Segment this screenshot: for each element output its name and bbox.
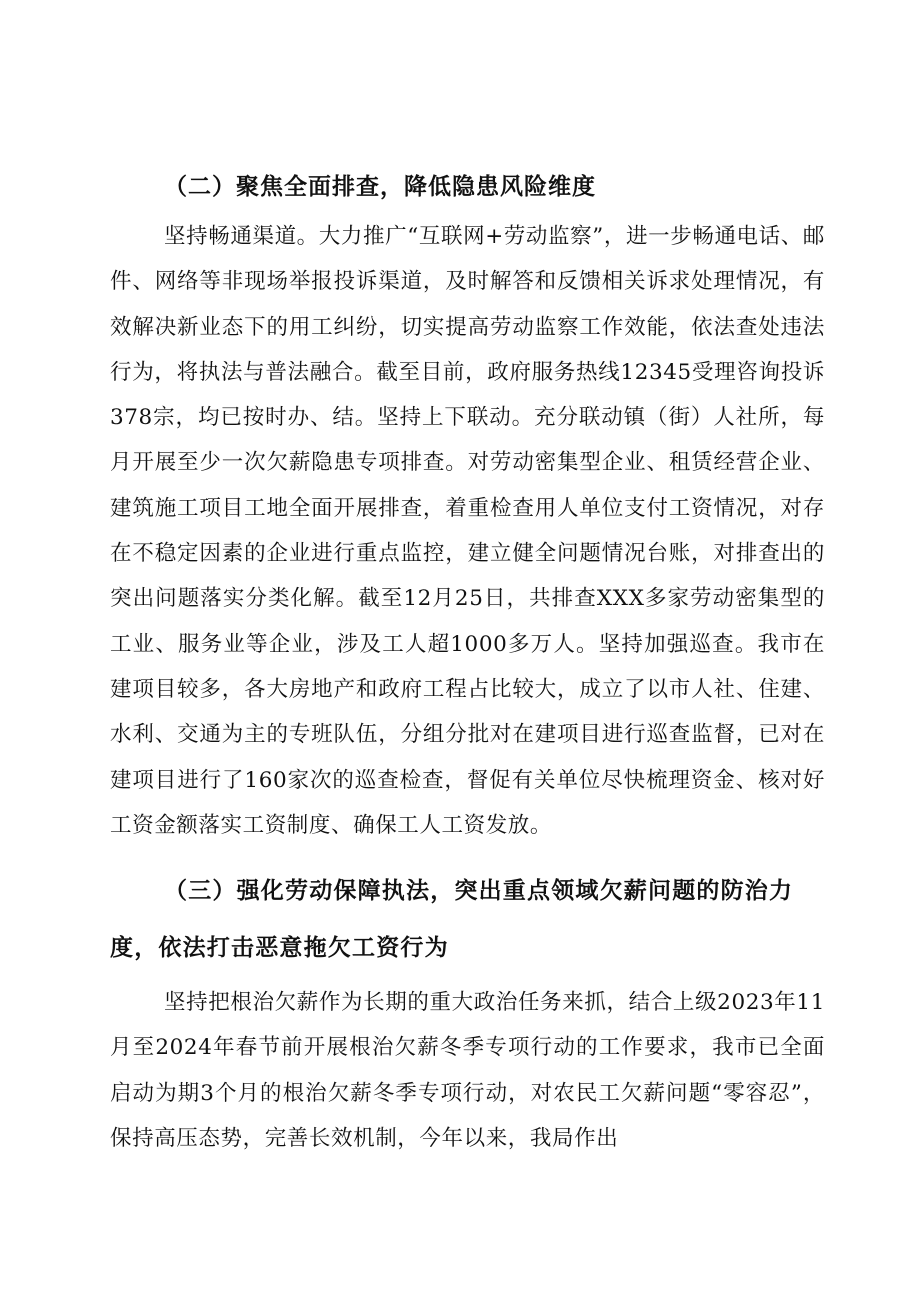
section-paragraph-3: 坚持把根治欠薪作为长期的重大政治任务来抓，结合上级2023年11月至2024年春节前开展根治欠薪冬季专项行动的工作要求，我市已全面启动为期3个月的根治欠薪冬季专项行动，对农民工欠薪问题“零容忍”，保持高压态势，完善长效机制，今年以来，我局作出 [110,990,825,1152]
document-body [110,168,825,1161]
section-heading-2: （二）聚焦全面排查，降低隐患风险维度 [164,173,596,200]
section-heading-3: （三）强化劳动保障执法，突出重点领域欠薪问题的防治力度，依法打击恶意拖欠工资行为 [110,877,794,962]
section-paragraph-2: 坚持畅通渠道。大力推广“互联网+劳动监察”，进一步畅通电话、邮件、网络等非现场举报投诉渠道，及时解答和反馈相关诉求处理情况，有效解决新业态下的用工纠纷，切实提高劳动监察工作效能，依法查处违法行为，将执法与普法融合。截至目前，政府服务热线12345受理咨询投诉378宗，均已按时办、结。坚持上下联动。充分联动镇（街）人社所，每月开展至少一次欠薪隐患专项排查。对劳动密集型企业、租赁经营企业、建筑施工项目工地全面开展排查，着重检查用人单位支付工资情况，对存在不稳定因素的企业进行重点监控，建立健全问题情况台账，对排查出的突出问题落实分类化解。截至12月25日，共排查XXX多家劳动密集型的工业、服务业等企业，涉及工人超1000多万人。坚持加强巡查。我市在建项目较多，各大房地产和政府工程占比较大，成立了以市人社、住建、水利、交通为主的专班队伍，分组分批对在建项目进行巡查监督，已对在建项目进行了160家次的巡查检查，督促有关单位尽快梳理资金、核对好工资金额落实工资制度、确保工人工资发放。 [110,224,825,838]
